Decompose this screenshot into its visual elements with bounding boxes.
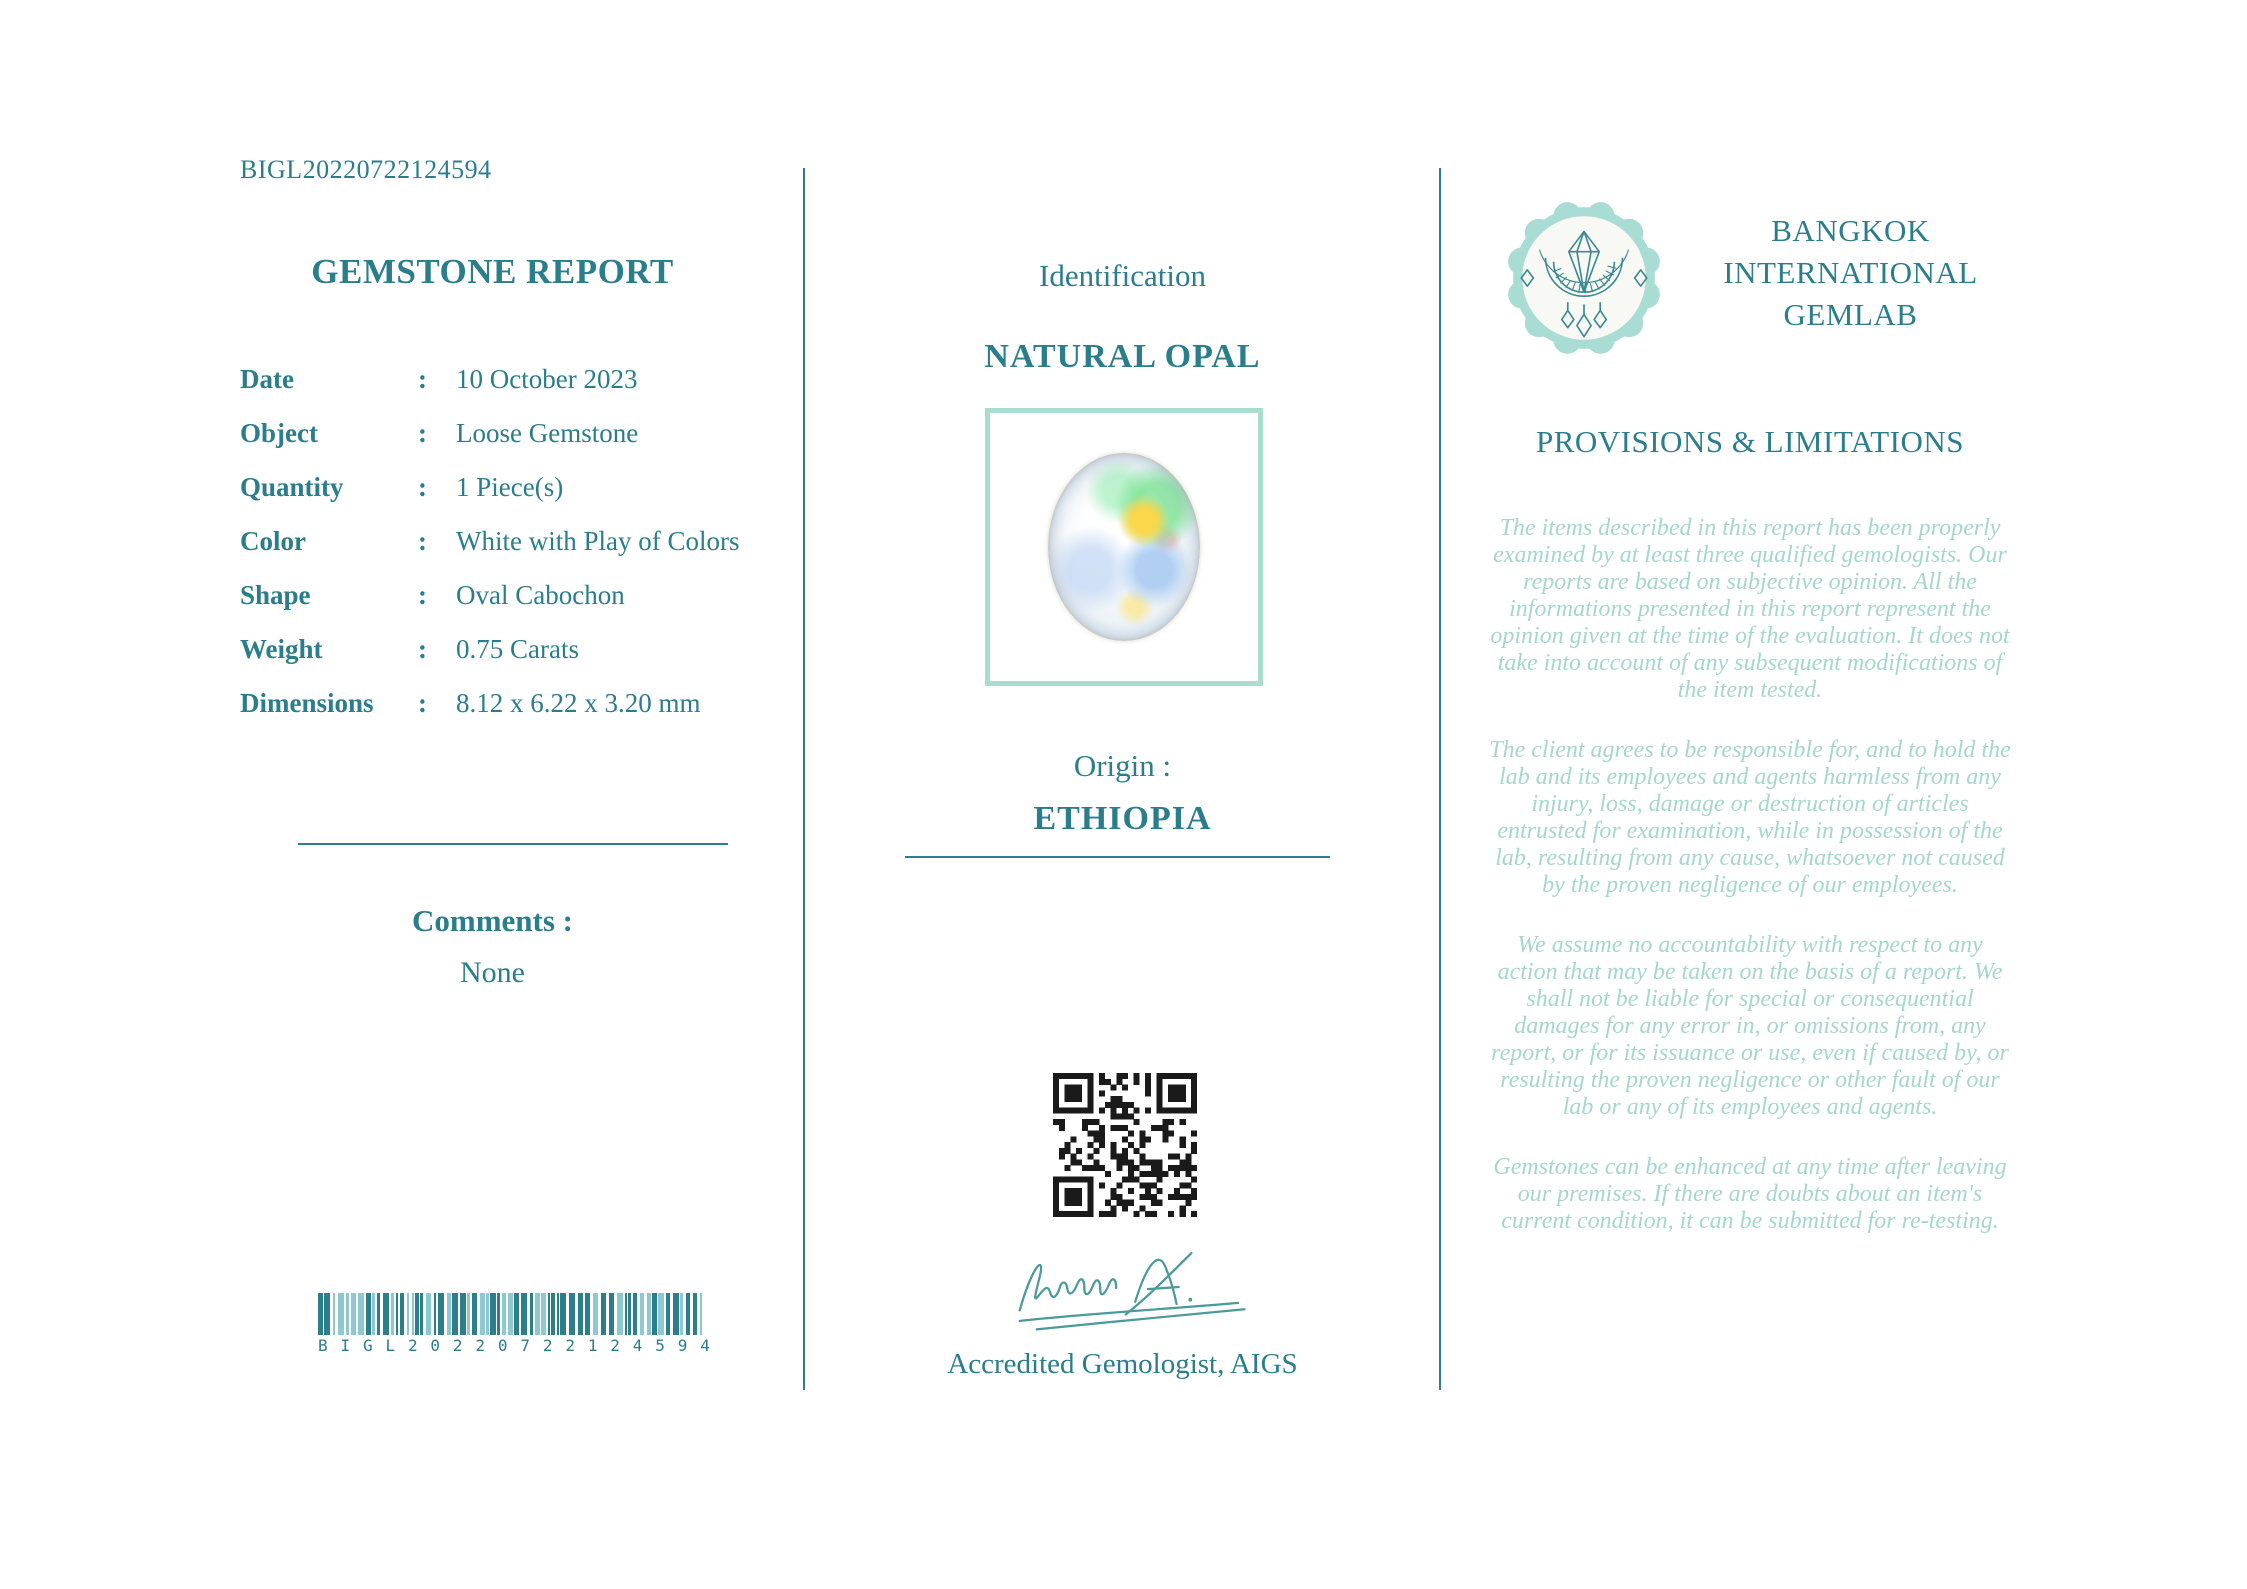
left-section-divider	[298, 843, 728, 845]
qr-code-icon	[1053, 1073, 1197, 1217]
spec-table	[240, 352, 739, 730]
spec-value: 8.12 x 6.22 x 3.20 mm	[456, 687, 701, 718]
provisions-text	[1488, 515, 2012, 1268]
spec-label: Weight	[240, 633, 323, 664]
spec-row	[240, 352, 739, 406]
spec-row	[240, 514, 739, 568]
spec-colon: :	[418, 363, 427, 394]
spec-label: Date	[240, 363, 294, 394]
comments-label: Comments :	[412, 903, 573, 938]
barcode	[318, 1293, 710, 1355]
spec-label: Object	[240, 417, 318, 448]
opal-gem-photo	[1048, 453, 1200, 641]
spec-value: Loose Gemstone	[456, 417, 639, 448]
origin-label: Origin :	[1073, 748, 1172, 783]
spec-colon: :	[418, 633, 427, 664]
gemologist-title: Accredited Gemologist, AIGS	[947, 1348, 1298, 1380]
spec-value: 10 October 2023	[456, 363, 638, 394]
provisions-paragraph: Gemstones can be enhanced at any time after leaving our premises. If there are doubts about an item's current condition, it can be submitted for re-testing.	[1493, 1154, 2007, 1234]
identification-label: Identification	[1039, 258, 1206, 293]
barcode-icon	[318, 1293, 710, 1335]
spec-row	[240, 676, 739, 730]
spec-row	[240, 568, 739, 622]
spec-value: Oval Cabochon	[456, 579, 625, 610]
lab-name: BANGKOK INTERNATIONAL GEMLAB	[1723, 213, 1978, 332]
column-divider-right	[1439, 168, 1441, 1390]
spec-row	[240, 460, 739, 514]
spec-colon: :	[418, 471, 427, 502]
spec-colon: :	[418, 579, 427, 610]
signature-icon	[990, 1232, 1255, 1342]
spec-colon: :	[418, 687, 427, 718]
spec-label: Dimensions	[240, 687, 374, 718]
spec-colon: :	[418, 525, 427, 556]
center-section-divider	[905, 856, 1330, 858]
spec-label: Quantity	[240, 471, 344, 502]
report-title: GEMSTONE REPORT	[311, 252, 674, 291]
provisions-title: PROVISIONS & LIMITATIONS	[1535, 424, 1965, 459]
comments-value: None	[460, 956, 525, 989]
identification-value: NATURAL OPAL	[984, 338, 1261, 375]
column-divider-left	[803, 168, 805, 1390]
gemlab-logo-icon	[1503, 197, 1665, 359]
spec-value: White with Play of Colors	[456, 525, 740, 556]
spec-label: Color	[240, 525, 306, 556]
spec-value: 0.75 Carats	[456, 633, 579, 664]
spec-label: Shape	[240, 579, 311, 610]
spec-colon: :	[418, 417, 427, 448]
spec-value: 1 Piece(s)	[456, 471, 564, 502]
spec-row	[240, 406, 739, 460]
provisions-paragraph: The client agrees to be responsible for, and to hold the lab and its employees and agents harmless from any injury, loss, damage or destruction of articles entrusted for examination, while in possession of the lab, resulting from any cause, whatsoever not caused by the proven negligence of our employees.	[1489, 737, 2011, 898]
spec-row	[240, 622, 739, 676]
gem-photo-frame	[985, 408, 1263, 686]
barcode-text: B I G L 2 0 2 2 0 7 2 2 1 2 4 5 9 4	[318, 1336, 710, 1355]
provisions-paragraph: The items described in this report has been properly examined by at least three qualified gemologists. Our reports are based on subjective opinion. All the informations presented in this report represent the opinion given at the time of the evaluation. It does not take into account of any subsequent modifications of the item tested.	[1490, 515, 2010, 703]
spec-table-body	[240, 352, 739, 730]
origin-value: ETHIOPIA	[1033, 800, 1212, 837]
provisions-paragraph: We assume no accountability with respect to any action that may be taken on the basis of a report. We shall not be liable for special or consequential damages for any error in, or omissions from, any report, or for its issuance or use, even if caused by, or resulting the proven negligence or other fault of our lab or any of its employees and agents.	[1491, 932, 2009, 1120]
report-number: BIGL20220722124594	[240, 155, 492, 184]
